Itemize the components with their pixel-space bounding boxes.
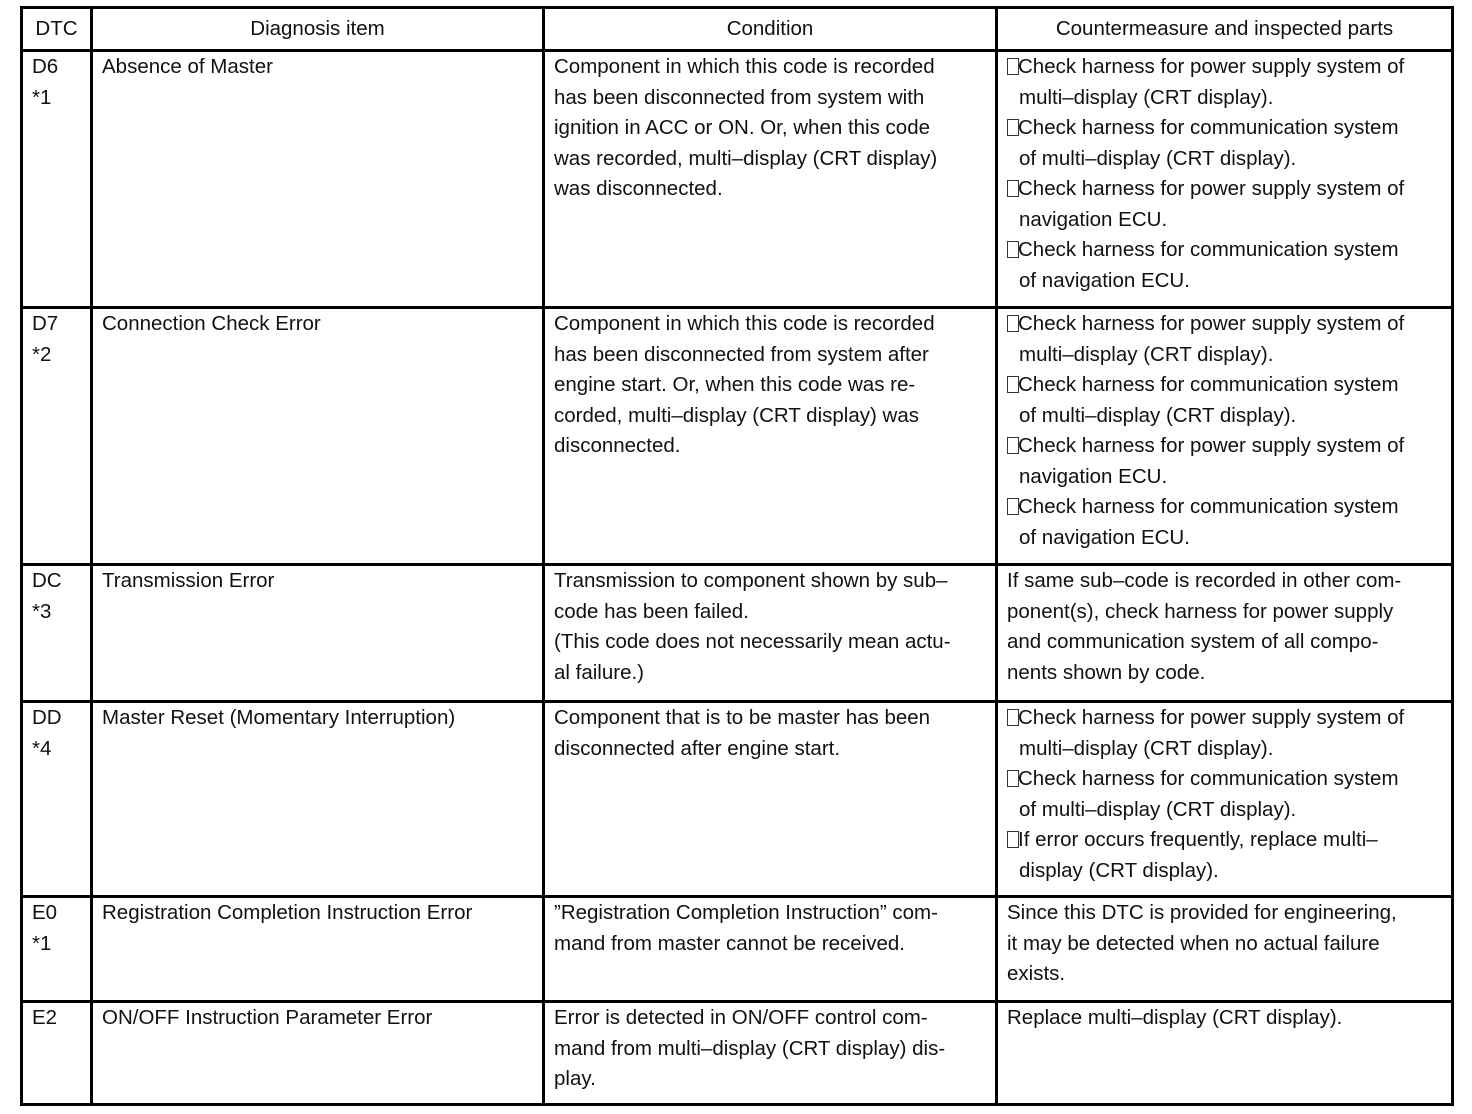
dtc-cell [22, 51, 92, 308]
countermeasure-bullet [1007, 370, 1442, 431]
dtc-cell [22, 565, 92, 702]
dtc-note: *3 [32, 599, 52, 623]
table-row [22, 308, 1453, 565]
condition-line: disconnected. [554, 434, 681, 457]
diagnosis-item: Transmission Error [102, 569, 275, 592]
dtc-note: *1 [32, 931, 52, 955]
dtc-cell [22, 1002, 92, 1105]
bullet-text: Check harness for communication system [1018, 495, 1399, 518]
countermeasure-line: If same sub–code is recorded in other com- [1007, 569, 1402, 592]
dtc-code: E2 [32, 1006, 58, 1029]
condition-line: Component that is to be master has been [554, 706, 931, 729]
bullet-text: If error occurs frequently, replace multi– [1018, 828, 1378, 851]
table-row [22, 51, 1453, 308]
dtc-code: E0 [32, 901, 58, 924]
diagnosis-item-cell [92, 702, 544, 897]
diagnosis-item-cell [92, 897, 544, 1002]
bullet-first-line [1007, 370, 1442, 401]
bullet-text: Check harness for communication system [1018, 767, 1399, 790]
dtc-note: *2 [32, 342, 52, 366]
bullet-first-line [1007, 113, 1442, 144]
condition-line: Component in which this code is recorded [554, 55, 935, 78]
bullet-continuation: of multi–display (CRT display). [1019, 403, 1297, 427]
bullet-continuation: of navigation ECU. [1019, 525, 1190, 549]
countermeasure-line: exists. [1007, 962, 1066, 985]
bullet-first-line [1007, 235, 1442, 266]
condition-line: play. [554, 1067, 596, 1090]
diagnosis-item: Registration Completion Instruction Error [102, 901, 473, 924]
dtc-table [20, 6, 1454, 1106]
bullet-text: Check harness for power supply system of [1018, 312, 1405, 335]
bullet-text: Check harness for communication system [1018, 373, 1399, 396]
bullet-text: Check harness for power supply system of [1018, 55, 1405, 78]
condition-line: Transmission to component shown by sub– [554, 569, 948, 592]
condition-line: ignition in ACC or ON. Or, when this code [554, 116, 931, 139]
countermeasure-bullet [1007, 309, 1442, 370]
diagnosis-item-cell [92, 51, 544, 308]
table-row [22, 897, 1453, 1002]
condition-line: engine start. Or, when this code was re- [554, 373, 916, 396]
condition-line: corded, multi–display (CRT display) was [554, 403, 919, 427]
countermeasure-bullet [1007, 235, 1442, 296]
dtc-cell [22, 702, 92, 897]
bullet-text: Check harness for power supply system of [1018, 177, 1405, 200]
countermeasure-bullet [1007, 703, 1442, 764]
countermeasure-line: nents shown by code. [1007, 660, 1206, 684]
bullet-first-line [1007, 825, 1442, 856]
bullet-continuation: display (CRT display). [1019, 858, 1219, 882]
diagnosis-item: Connection Check Error [102, 312, 321, 335]
bullet-continuation: multi–display (CRT display). [1019, 736, 1274, 760]
diagnosis-item: Master Reset (Momentary Interruption) [102, 706, 456, 729]
header-diagnosis-item: Diagnosis item [92, 8, 544, 51]
condition-cell [544, 702, 997, 897]
dtc-note: *1 [32, 85, 52, 109]
diagnosis-item-cell [92, 308, 544, 565]
dtc-cell [22, 308, 92, 565]
bullet-continuation: navigation ECU. [1019, 207, 1168, 231]
condition-line: was disconnected. [554, 177, 723, 200]
condition-line: Component in which this code is recorded [554, 312, 935, 335]
countermeasure-bullet [1007, 825, 1442, 886]
condition-cell [544, 51, 997, 308]
condition-line: (This code does not necessarily mean actu- [554, 630, 951, 653]
bullet-continuation: of navigation ECU. [1019, 268, 1190, 292]
countermeasure-cell [997, 897, 1453, 1002]
bullet-continuation: of multi–display (CRT display). [1019, 797, 1297, 821]
countermeasure-cell [997, 565, 1453, 702]
countermeasure-bullet [1007, 113, 1442, 174]
bullet-first-line [1007, 431, 1442, 462]
condition-line: was recorded, multi–display (CRT display) [554, 146, 938, 170]
condition-cell [544, 897, 997, 1002]
countermeasure-bullet [1007, 52, 1442, 113]
dtc-note: *4 [32, 736, 52, 760]
bullet-first-line [1007, 309, 1442, 340]
header-condition: Condition [544, 8, 997, 51]
bullet-continuation: multi–display (CRT display). [1019, 85, 1274, 109]
countermeasure-cell [997, 702, 1453, 897]
diagnosis-item: ON/OFF Instruction Parameter Error [102, 1006, 433, 1029]
countermeasure-bullet [1007, 431, 1442, 492]
diagnosis-item: Absence of Master [102, 55, 273, 78]
bullet-text: Check harness for power supply system of [1018, 706, 1405, 729]
countermeasure-cell [997, 51, 1453, 308]
countermeasure-line: it may be detected when no actual failure [1007, 931, 1380, 955]
condition-line: Error is detected in ON/OFF control com- [554, 1006, 928, 1029]
condition-line: has been disconnected from system after [554, 342, 929, 366]
countermeasure-cell [997, 308, 1453, 565]
dtc-code: D6 [32, 55, 59, 78]
table-row [22, 702, 1453, 897]
table-row [22, 1002, 1453, 1105]
bullet-text: Check harness for communication system [1018, 238, 1399, 261]
countermeasure-line: and communication system of all compo- [1007, 630, 1379, 653]
bullet-first-line [1007, 492, 1442, 523]
diagnosis-item-cell [92, 565, 544, 702]
countermeasure-bullet [1007, 764, 1442, 825]
bullet-text: Check harness for power supply system of [1018, 434, 1405, 457]
dtc-code: DC [32, 569, 62, 592]
countermeasure-line: Since this DTC is provided for engineering, [1007, 901, 1397, 924]
condition-line: mand from master cannot be received. [554, 931, 905, 955]
header-row [22, 8, 1453, 51]
bullet-first-line [1007, 52, 1442, 83]
condition-line: ”Registration Completion Instruction” com- [554, 901, 938, 924]
dtc-code: DD [32, 706, 62, 729]
countermeasure-bullet [1007, 174, 1442, 235]
condition-line: has been disconnected from system with [554, 85, 925, 109]
condition-line: code has been failed. [554, 599, 749, 623]
dtc-cell [22, 897, 92, 1002]
table-row [22, 565, 1453, 702]
condition-cell [544, 308, 997, 565]
diagnosis-item-cell [92, 1002, 544, 1105]
condition-cell [544, 1002, 997, 1105]
condition-line: al failure.) [554, 660, 645, 684]
bullet-first-line [1007, 703, 1442, 734]
bullet-continuation: multi–display (CRT display). [1019, 342, 1274, 366]
header-countermeasure: Countermeasure and inspected parts [997, 8, 1453, 51]
countermeasure-bullet [1007, 492, 1442, 553]
countermeasure-cell [997, 1002, 1453, 1105]
dtc-code: D7 [32, 312, 59, 335]
condition-line: disconnected after engine start. [554, 736, 841, 760]
bullet-text: Check harness for communication system [1018, 116, 1399, 139]
countermeasure-line: ponent(s), check harness for power supply [1007, 599, 1394, 623]
bullet-first-line [1007, 764, 1442, 795]
countermeasure-line: Replace multi–display (CRT display). [1007, 1006, 1343, 1029]
condition-line: mand from multi–display (CRT display) dis- [554, 1036, 946, 1060]
bullet-continuation: navigation ECU. [1019, 464, 1168, 488]
bullet-continuation: of multi–display (CRT display). [1019, 146, 1297, 170]
header-dtc: DTC [22, 8, 92, 51]
bullet-first-line [1007, 174, 1442, 205]
condition-cell [544, 565, 997, 702]
